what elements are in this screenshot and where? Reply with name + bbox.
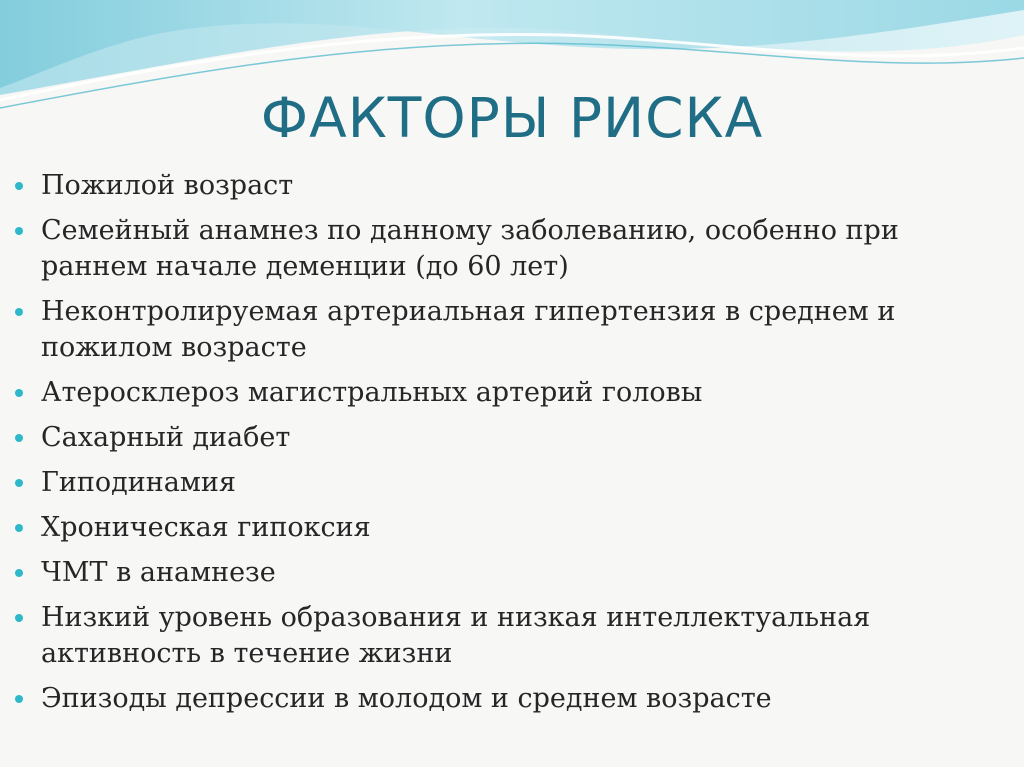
list-item-text: Семейный анамнез по данному заболеванию, особенно при раннем начале деменции (до 60 лет): [41, 215, 899, 282]
slide-title: ФАКТОРЫ РИСКА: [260, 86, 764, 150]
bullet-dot-icon: [15, 524, 23, 532]
list-item-text: Низкий уровень образования и низкая интеллектуальная активность в течение жизни: [41, 602, 871, 669]
list-item: [12, 294, 1002, 366]
list-item: [12, 213, 1002, 285]
list-item: [12, 168, 1002, 204]
list-item: [12, 465, 1002, 501]
bullet-dot-icon: [15, 569, 23, 577]
bullet-dot-icon: [15, 389, 23, 397]
bullet-dot-icon: [15, 479, 23, 487]
bullet-dot-icon: [15, 614, 23, 622]
bullet-dot-icon: [15, 227, 23, 235]
list-item-text: Пожилой возраст: [41, 170, 294, 201]
list-item: [12, 420, 1002, 456]
bullet-dot-icon: [15, 308, 23, 316]
bullet-dot-icon: [15, 182, 23, 190]
list-item-text: ЧМТ в анамнезе: [41, 557, 276, 588]
list-item-text: Хроническая гипоксия: [41, 512, 371, 543]
bullet-dot-icon: [15, 695, 23, 703]
bullet-dot-icon: [15, 434, 23, 442]
list-item-text: Неконтролируемая артериальная гипертензия в среднем и пожилом возрасте: [41, 296, 896, 363]
list-item-text: Гиподинамия: [41, 467, 236, 498]
list-item: [12, 555, 1002, 591]
list-item: [12, 510, 1002, 546]
list-item: [12, 375, 1002, 411]
list-item-text: Сахарный диабет: [41, 422, 291, 453]
list-item-text: Атеросклероз магистральных артерий головы: [41, 377, 703, 408]
list-item-text: Эпизоды депрессии в молодом и среднем возрасте: [41, 683, 772, 714]
list-item: [12, 600, 1002, 672]
list-item: [12, 681, 1002, 717]
risk-factor-list: [12, 168, 1002, 726]
